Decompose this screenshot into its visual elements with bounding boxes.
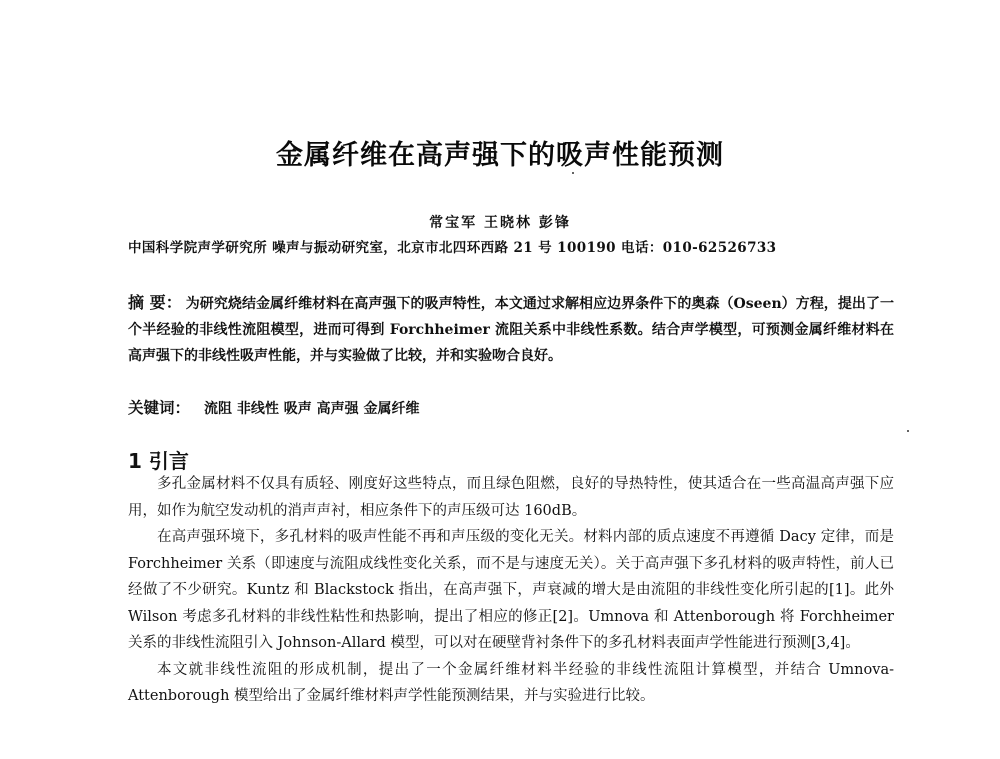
author-affiliation: 中国科学院声学研究所 噪声与振动研究室，北京市北四环西路 21 号 100190 电话：010-62526733: [128, 240, 777, 256]
keywords-label: 关键词：: [128, 399, 191, 417]
section-body-introduction: [128, 471, 894, 710]
keywords-text: 流阻 非线性 吸声 高声强 金属纤维: [204, 401, 420, 417]
body-paragraph: 在高声强环境下，多孔材料的吸声性能不再和声压级的变化无关。材料内部的质点速度不再遵循 Dacy 定律，而是 Forchheimer 关系（即速度与流阻成线性变化关系，而不是与速度无关）。关于高声强下多孔材料的吸声特性，前人已经做了不少研究。Kuntz 和 Blackstock 指出，在高声强下，声衰减的增大是由流阻的非线性变化所引起的[1]。此外 Wilson 考虑多孔材料的非线性粘性和热影响，提出了相应的修正[2]。Umnova 和 Attenborough 将 Forchheimer 关系的非线性流阻引入 Johnson-Allard 模型，可以对在硬壁背衬条件下的多孔材料表面声学性能进行预测[3,4]。: [128, 529, 894, 651]
body-paragraph: 多孔金属材料不仅具有质轻、刚度好这些特点，而且绿色阻燃，良好的导热特性，使其适合在一些高温高声强下应用，如作为航空发动机的消声声衬，相应条件下的声压级可达 160dB。: [128, 476, 894, 519]
scan-speck: [572, 172, 574, 174]
abstract: [128, 290, 894, 369]
author-list: 常宝军 王晓林 彭锋: [429, 215, 571, 231]
scan-speck: [907, 430, 909, 432]
abstract-text: 为研究烧结金属纤维材料在高声强下的吸声特性，本文通过求解相应边界条件下的奥森（Oseen）方程，提出了一个半经验的非线性流阻模型，进而可得到 Forchheimer 流阻关系中非线性系数。结合声学模型，可预测金属纤维材料在高声强下的非线性吸声性能，并与实验做了比较，并和实验吻合良好。: [128, 296, 894, 364]
section-heading-introduction: 1 引言: [128, 449, 189, 473]
keywords: [128, 396, 894, 418]
abstract-label: 摘 要：: [128, 293, 182, 312]
body-paragraph: 本文就非线性流阻的形成机制，提出了一个金属纤维材料半经验的非线性流阻计算模型，并结合 Umnova-Attenborough 模型给出了金属纤维材料声学性能预测结果，并与实验进行比较。: [128, 661, 894, 704]
paper-title: 金属纤维在高声强下的吸声性能预测: [276, 140, 724, 171]
